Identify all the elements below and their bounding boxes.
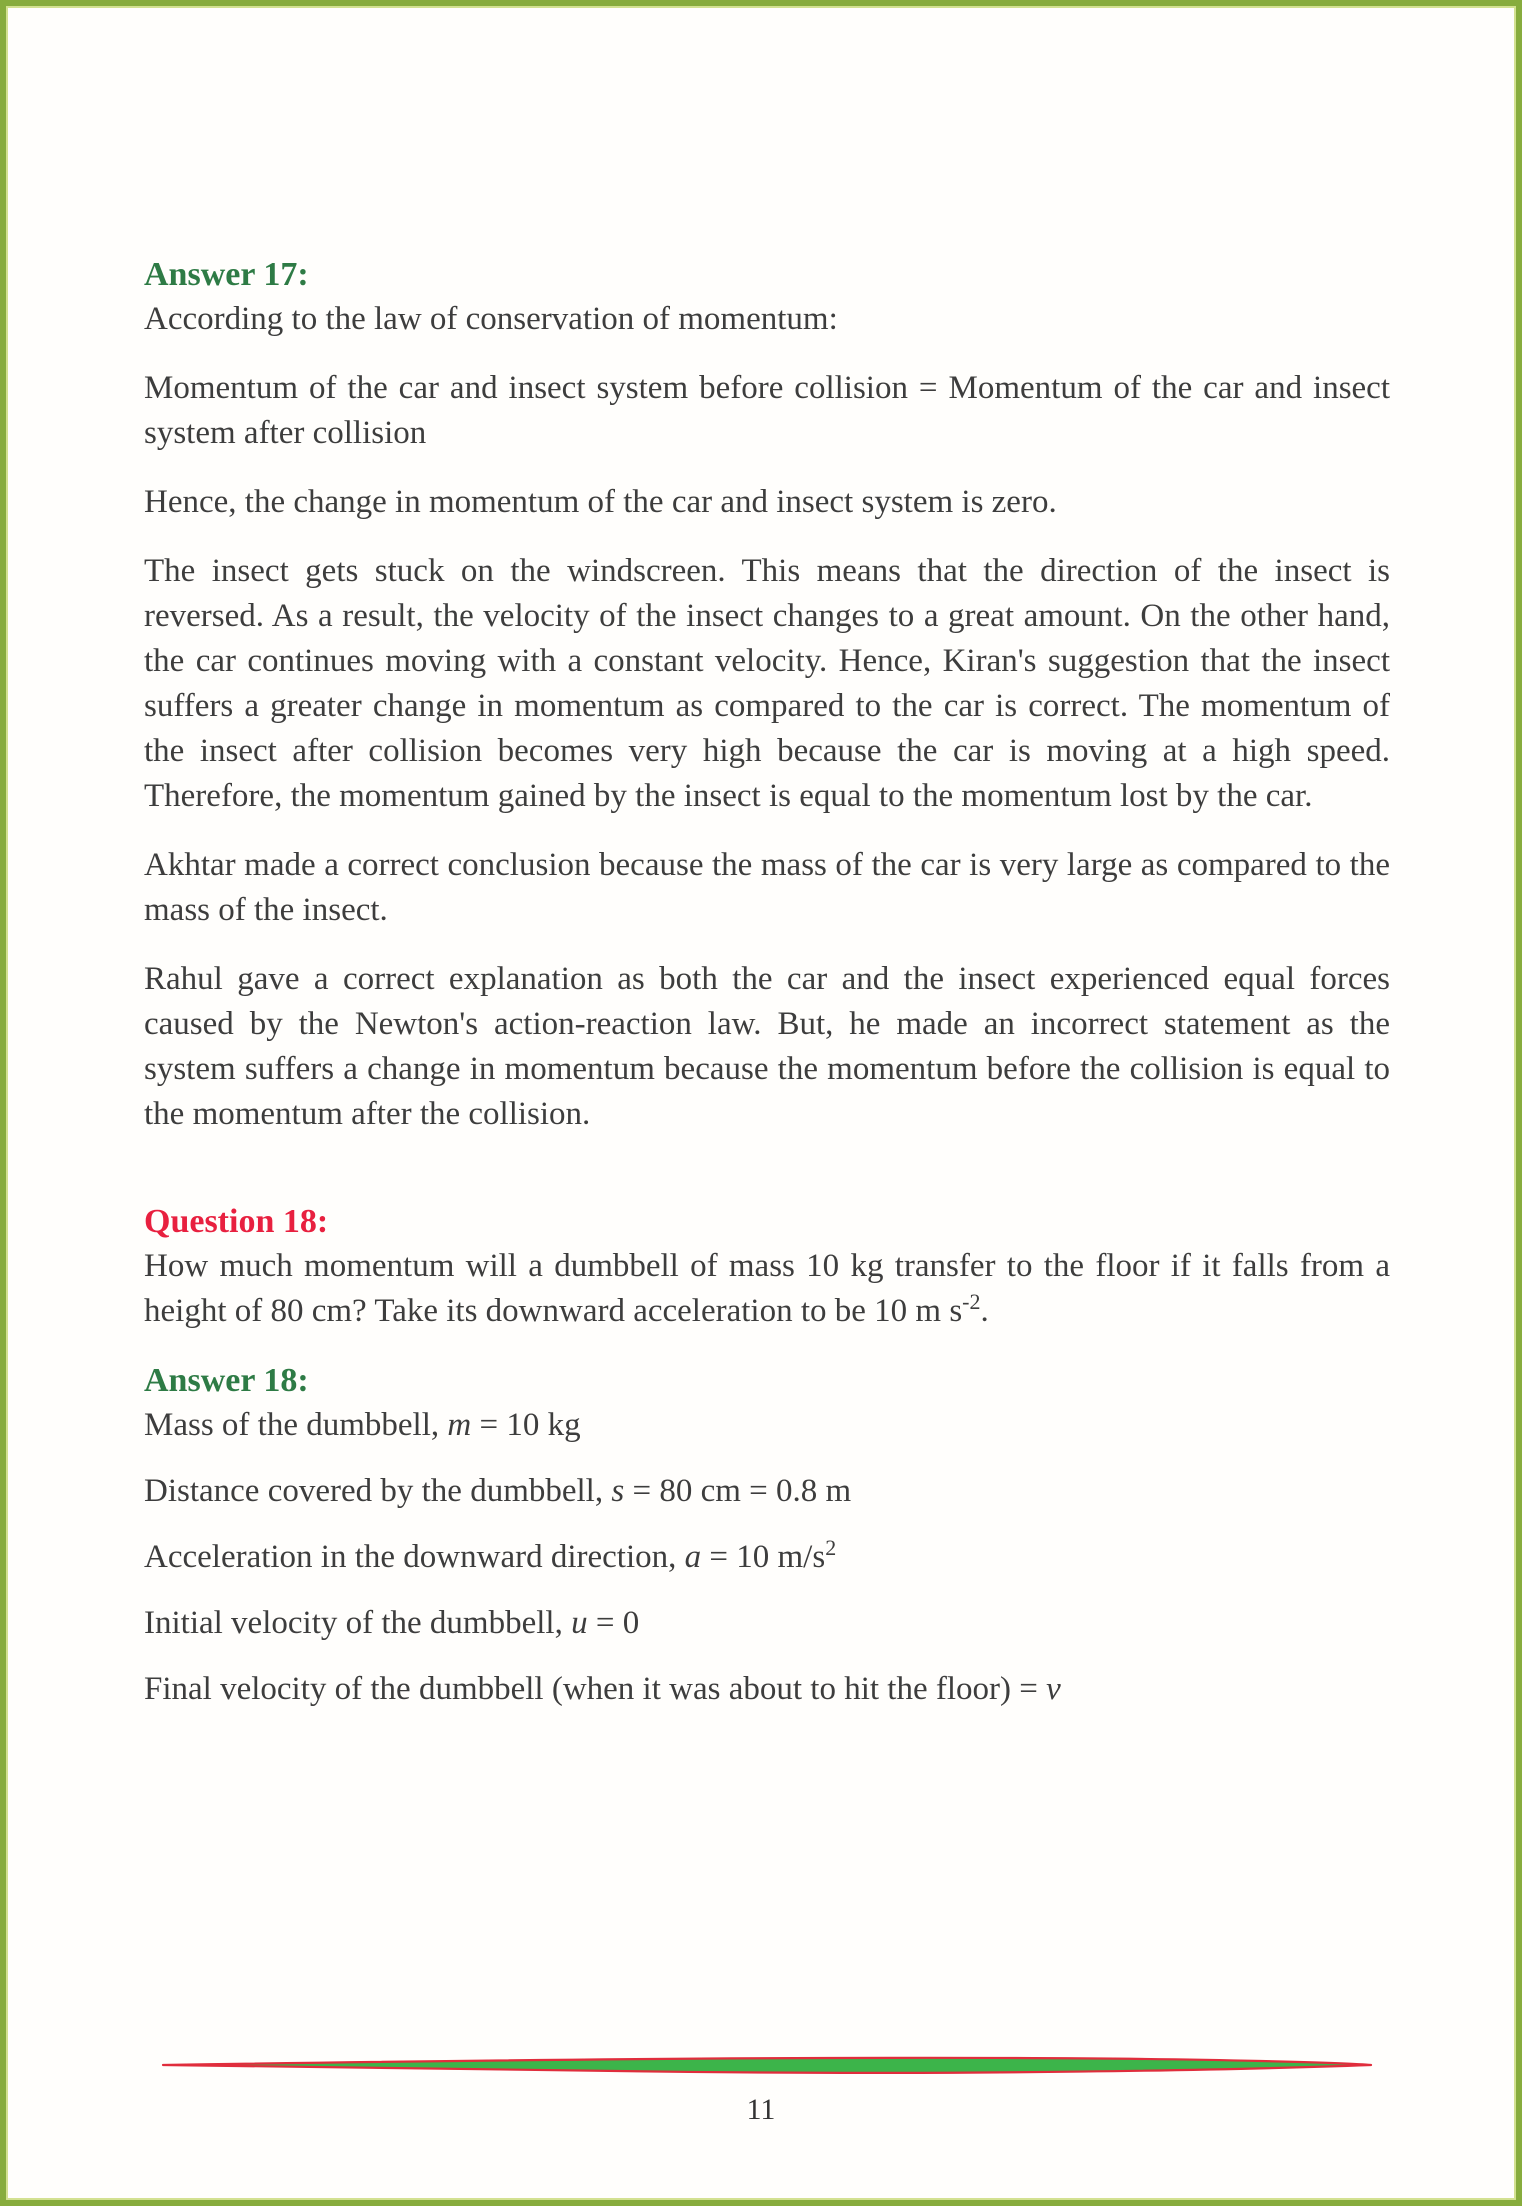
page-content	[144, 252, 1390, 1733]
answer-line-text: Final velocity of the dumbbell (when it was about to hit the floor) =	[144, 1671, 1047, 1707]
answer-line-value: = 10 kg	[471, 1407, 581, 1443]
paragraph: According to the law of conservation of momentum:	[144, 301, 838, 337]
answer-line-value: = 0	[587, 1605, 640, 1641]
exponent: 2	[825, 1535, 837, 1560]
variable: s	[611, 1473, 625, 1509]
answer-line-text: Initial velocity of the dumbbell,	[144, 1605, 572, 1641]
paragraph: Akhtar made a correct conclusion because the mass of the car is very large as compared to the mass of the insect.	[144, 847, 1390, 928]
answer-line-value: = 10 m/s	[701, 1539, 826, 1575]
answer18-heading: Answer 18:	[144, 1362, 309, 1399]
question-text	[144, 1244, 1390, 1334]
question-text-main: How much momentum will a dumbbell of mass 10 kg transfer to the floor if it falls from a height of 80 cm? Take its downward acceleration to be 10 m s	[144, 1248, 1390, 1329]
variable: m	[447, 1407, 472, 1443]
paragraph: The insect gets stuck on the windscreen. This means that the direction of the insect is reversed. As a result, the velocity of the insect changes to a great amount. On the other hand, the car continues moving with a constant velocity. Hence, Kiran's suggestion that the insect suffers a greater change in momentum as compared to the car is correct. The momentum of the insect after collision becomes very high because the car is moving at a high speed. Therefore, the momentum gained by the insect is equal to the momentum lost by the car.	[144, 553, 1390, 814]
answer-line	[144, 1403, 1390, 1448]
question-exponent: -2	[962, 1289, 981, 1314]
decorative-rule	[161, 2056, 1373, 2074]
question18-heading: Question 18:	[144, 1203, 329, 1240]
answer-line-value: = 80 cm = 0.8 m	[624, 1473, 852, 1509]
paragraph: Momentum of the car and insect system before collision = Momentum of the car and insect system after collision	[144, 370, 1390, 451]
paragraph: Hence, the change in momentum of the car and insect system is zero.	[144, 484, 1057, 520]
rule-lens-shape	[163, 2058, 1371, 2073]
question-text-tail: .	[980, 1293, 989, 1329]
answer-line	[144, 1535, 1390, 1580]
variable: u	[571, 1605, 588, 1641]
answer-line-text: Distance covered by the dumbbell,	[144, 1473, 612, 1509]
answer-line-text: Mass of the dumbbell,	[144, 1407, 448, 1443]
answer17-heading: Answer 17:	[144, 256, 309, 293]
answer-line-text: Acceleration in the downward direction,	[144, 1539, 685, 1575]
answer-line	[144, 1469, 1390, 1514]
answer-line	[144, 1601, 1390, 1646]
page-number: 11	[746, 2093, 776, 2126]
answer-line	[144, 1667, 1390, 1712]
paragraph: Rahul gave a correct explanation as both the car and the insect experienced equal forces caused by the Newton's action-reaction law. But, he made an incorrect statement as the system suffers a change in momentum because the momentum before the collision is equal to the momentum after the collision.	[144, 961, 1390, 1132]
variable: v	[1046, 1671, 1061, 1707]
variable: a	[684, 1539, 702, 1575]
